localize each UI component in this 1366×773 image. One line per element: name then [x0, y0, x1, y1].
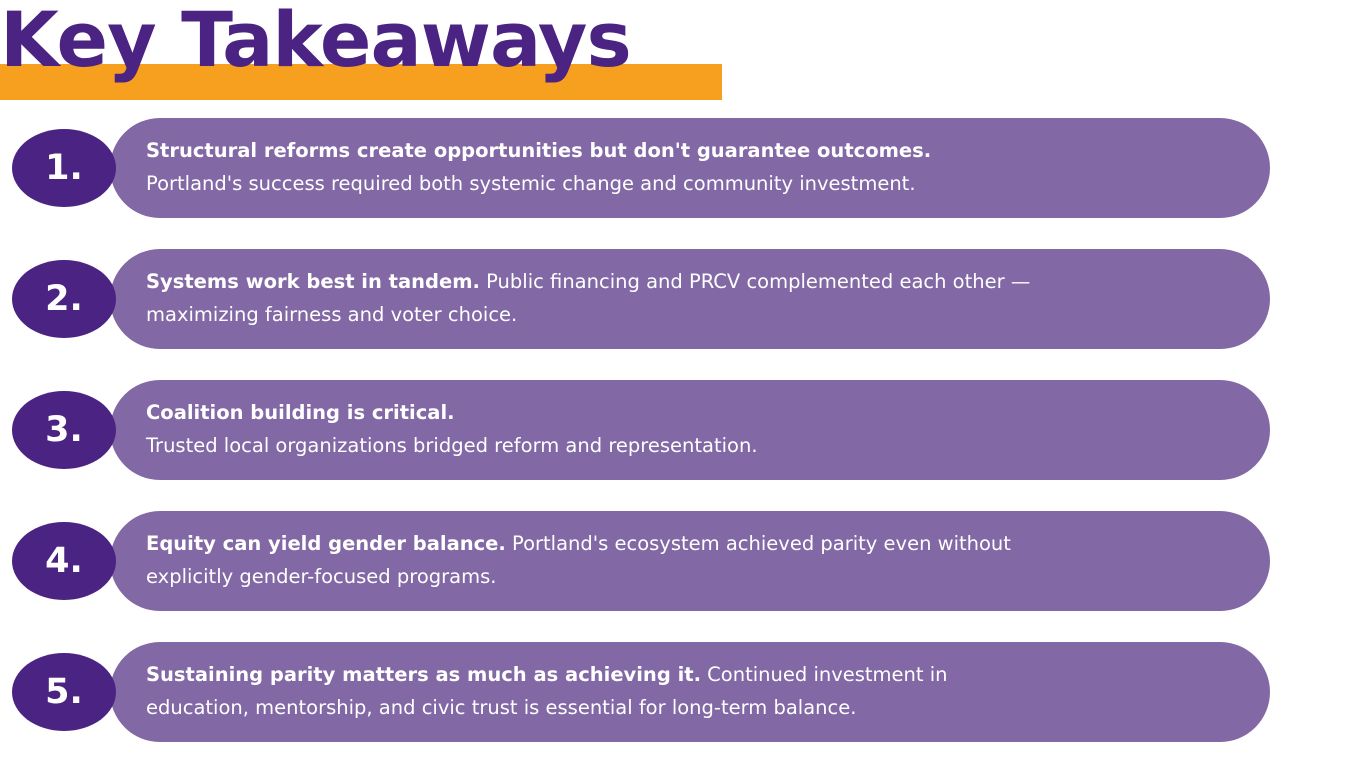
item-line-1 — [146, 528, 1230, 561]
list-item — [0, 118, 1366, 218]
item-line-1 — [146, 135, 1230, 168]
item-line-1 — [146, 266, 1230, 299]
item-line-2 — [146, 168, 1230, 201]
item-second-text: education, mentorship, and civic trust is essential for long-term balance. — [146, 696, 857, 719]
item-content-bar — [110, 642, 1270, 742]
item-content-bar — [110, 249, 1270, 349]
list-item — [0, 380, 1366, 480]
item-second-text: explicitly gender-focused programs. — [146, 565, 497, 588]
item-rest-text: Public financing and PRCV complemented each other — — [479, 270, 1031, 294]
item-lead-text: Sustaining parity matters as much as achieving it. — [146, 663, 701, 687]
item-number-badge: 1. — [12, 129, 116, 207]
item-number-badge: 4. — [12, 522, 116, 600]
item-content-bar — [110, 380, 1270, 480]
takeaways-list — [0, 118, 1366, 773]
list-item — [0, 642, 1366, 742]
item-lead-text: Coalition building is critical. — [146, 401, 455, 425]
item-line-1 — [146, 659, 1230, 692]
item-lead-text: Structural reforms create opportunities but don't guarantee outcomes. — [146, 139, 932, 163]
page-title: Key Takeaways — [0, 0, 631, 84]
item-rest-text: Portland's ecosystem achieved parity even without — [505, 532, 1011, 556]
item-second-text: Portland's success required both systemic change and community investment. — [146, 172, 916, 195]
item-line-2 — [146, 299, 1230, 332]
item-second-text: Trusted local organizations bridged reform and representation. — [146, 434, 758, 457]
item-lead-text: Equity can yield gender balance. — [146, 532, 506, 556]
item-line-2 — [146, 561, 1230, 594]
list-item — [0, 511, 1366, 611]
item-rest-text: Continued investment in — [700, 663, 948, 687]
item-number-badge: 2. — [12, 260, 116, 338]
list-item — [0, 249, 1366, 349]
item-content-bar — [110, 118, 1270, 218]
item-line-2 — [146, 430, 1230, 463]
item-lead-text: Systems work best in tandem. — [146, 270, 480, 294]
item-line-2 — [146, 692, 1230, 725]
item-second-text: maximizing fairness and voter choice. — [146, 303, 518, 326]
item-number-badge: 3. — [12, 391, 116, 469]
item-line-1 — [146, 397, 1230, 430]
item-number-badge: 5. — [12, 653, 116, 731]
item-content-bar — [110, 511, 1270, 611]
